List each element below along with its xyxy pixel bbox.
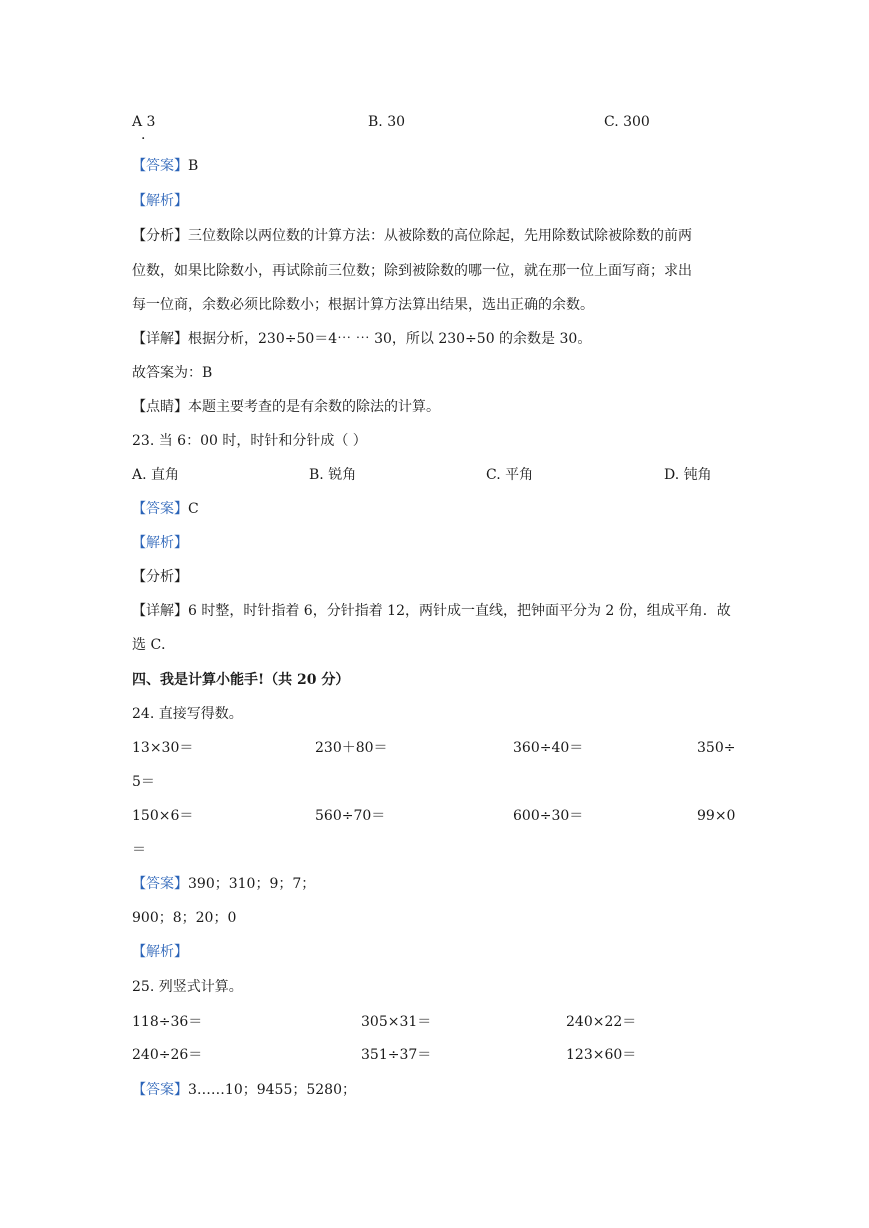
q24-item-5: 150×6＝ xyxy=(132,808,194,824)
q25-item-6: 123×60＝ xyxy=(566,1047,637,1063)
answer-tag: 【答案】 xyxy=(132,501,188,517)
answer-tag: 【答案】 xyxy=(132,158,188,174)
q23-detail-line-1 xyxy=(132,601,731,621)
q22-answer-line xyxy=(132,156,198,176)
detail-tag: 【详解】 xyxy=(132,603,188,619)
q24-answer-line-2: 900；8；20；0 xyxy=(132,910,237,926)
q25-item-1: 118÷36＝ xyxy=(132,1014,203,1030)
q22-option-a: A 3 xyxy=(132,114,156,130)
q23-option-a: A. 直角 xyxy=(132,467,180,483)
q22-fenxi-line-1 xyxy=(132,226,692,246)
detail-text: 根据分析，230÷50＝4⋯ ⋯ 30，所以 230÷50 的余数是 30。 xyxy=(188,331,592,347)
q23-option-b: B. 锐角 xyxy=(309,467,357,483)
q25-answer: 3……10；9455；5280； xyxy=(188,1082,356,1098)
q24-item-3: 360÷40＝ xyxy=(513,740,584,756)
q24-item-6: 560÷70＝ xyxy=(315,808,386,824)
point-text: 本题主要考查的是有余数的除法的计算。 xyxy=(188,399,440,415)
q22-answer: B xyxy=(188,158,199,174)
detail-text: 6 时整，时针指着 6，分针指着 12，两针成一直线，把钟面平分为 2 份，组成平角．故 xyxy=(188,603,731,619)
q22-fenxi-line-2: 位数，如果比除数小，再试除前三位数；除到被除数的哪一位，就在那一位上面写商；求出 xyxy=(132,263,692,279)
fenxi-text-1: 三位数除以两位数的计算方法：从被除数的高位除起，先用除数试除被除数的前两 xyxy=(188,228,692,244)
q23-fenxi-tag: 【分析】 xyxy=(132,569,188,585)
q25-item-3: 240×22＝ xyxy=(566,1014,637,1030)
q25-item-4: 240÷26＝ xyxy=(132,1047,203,1063)
q24-item-4-wrap: 5＝ xyxy=(132,774,155,790)
detail-tag: 【详解】 xyxy=(132,331,188,347)
q22-option-c: C. 300 xyxy=(604,114,650,130)
answer-tag: 【答案】 xyxy=(132,1082,188,1098)
q24-item-4: 350÷ xyxy=(697,740,736,756)
section-heading: 四、我是计算小能手!（共 20 分） xyxy=(132,672,350,688)
point-tag: 【点睛】 xyxy=(132,399,188,415)
q24-item-1: 13×30＝ xyxy=(132,740,194,756)
q22-analysis-tag: 【解析】 xyxy=(132,193,188,209)
q24-item-8: 99×0 xyxy=(697,808,736,824)
q22-point-line xyxy=(132,397,440,417)
fenxi-tag: 【分析】 xyxy=(132,228,188,244)
q23-answer-line xyxy=(132,499,199,519)
q22-final: 故答案为：B xyxy=(132,365,213,381)
q25-item-5: 351÷37＝ xyxy=(361,1047,432,1063)
q24-item-2: 230＋80＝ xyxy=(315,740,388,756)
q22-option-b: B. 30 xyxy=(368,114,406,130)
q24-item-7: 600÷30＝ xyxy=(513,808,584,824)
q24-answer-1: 390；310；9；7； xyxy=(188,876,316,892)
q23-option-d: D. 钝角 xyxy=(664,467,712,483)
q24-analysis-tag: 【解析】 xyxy=(132,944,188,960)
q24-question: 24. 直接写得数。 xyxy=(132,706,243,722)
q22-detail-line xyxy=(132,329,591,349)
q25-answer-line xyxy=(132,1080,356,1100)
q23-analysis-tag: 【解析】 xyxy=(132,535,188,551)
q23-answer: C xyxy=(188,501,199,517)
q22-fenxi-line-3: 每一位商，余数必须比除数小；根据计算方法算出结果，选出正确的余数。 xyxy=(132,297,594,313)
q24-item-8-wrap: ＝ xyxy=(132,842,146,858)
q24-answer-line xyxy=(132,874,315,894)
q23-detail-line-2: 选 C． xyxy=(132,637,176,653)
q25-item-2: 305×31＝ xyxy=(361,1014,432,1030)
option-dot: · xyxy=(141,131,146,147)
answer-tag: 【答案】 xyxy=(132,876,188,892)
q23-option-c: C. 平角 xyxy=(486,467,534,483)
q23-question: 23. 当 6：00 时，时针和分针成（ ） xyxy=(132,433,367,449)
q25-question: 25. 列竖式计算。 xyxy=(132,979,243,995)
